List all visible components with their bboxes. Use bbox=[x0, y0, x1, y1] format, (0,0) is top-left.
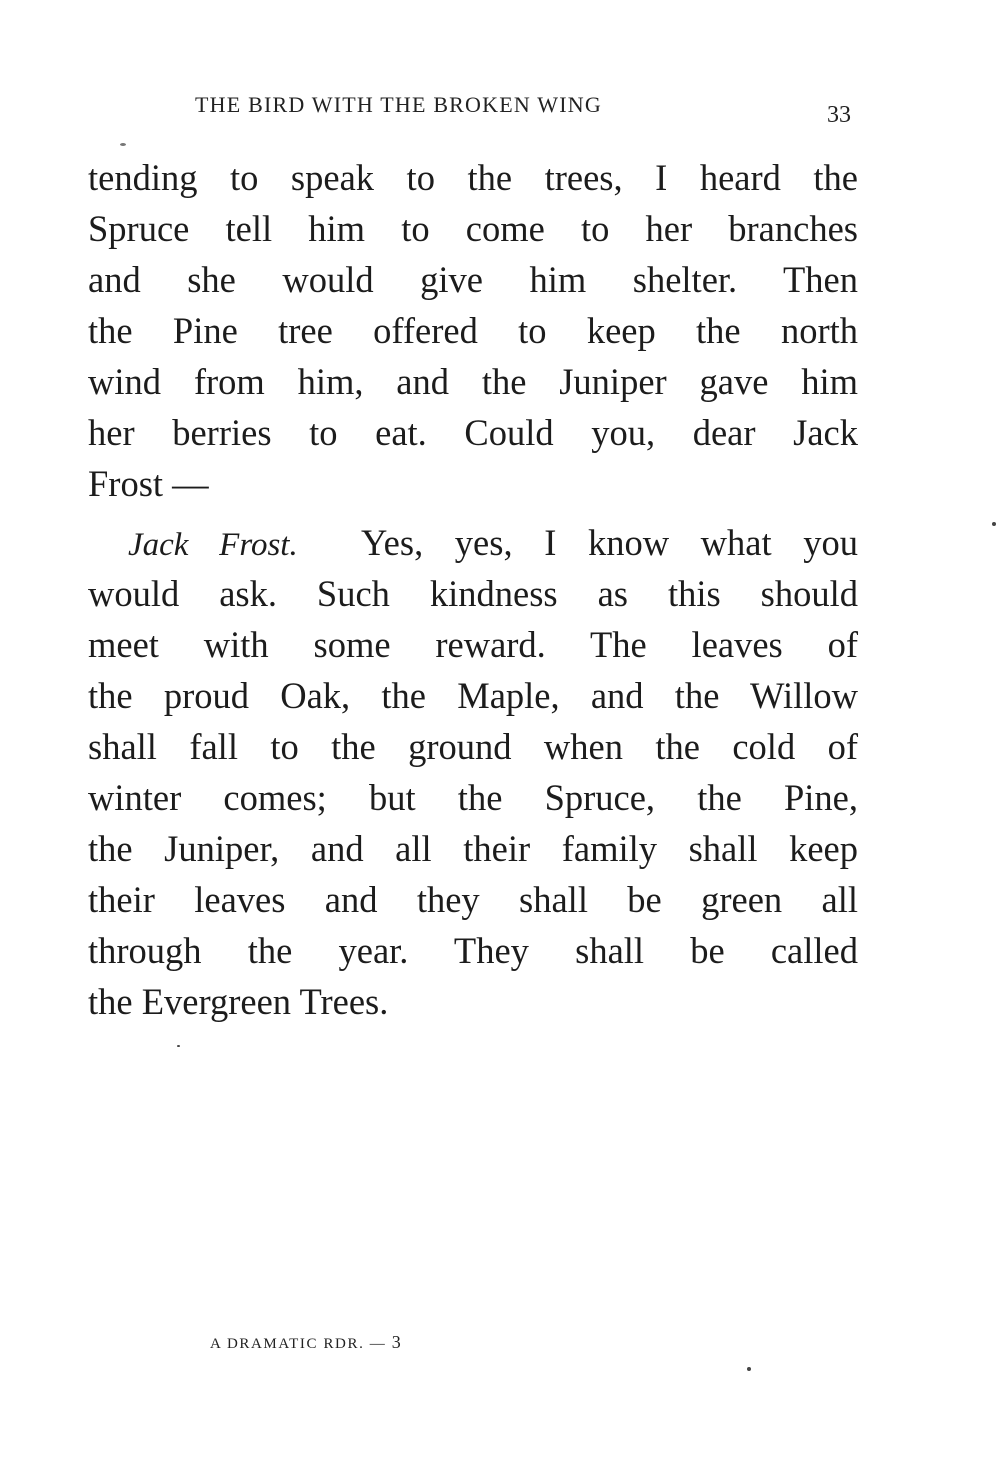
speaker-name: Jack Frost. bbox=[128, 527, 298, 563]
page-number: 33 bbox=[827, 102, 851, 128]
text-line: meet with some reward. The leaves of bbox=[88, 624, 858, 665]
text-line: winter comes; but the Spruce, the Pine, bbox=[88, 777, 858, 818]
text-line: Spruce tell him to come to her branches bbox=[88, 208, 858, 249]
paragraph-gap bbox=[88, 509, 858, 517]
body-text bbox=[88, 152, 858, 1027]
dialogue-text: Yes, yes, I know what you bbox=[360, 522, 858, 563]
text-line: through the year. They shall be called bbox=[88, 930, 858, 971]
signature-text: A DRAMATIC RDR. — bbox=[210, 1336, 387, 1352]
scan-speck bbox=[120, 143, 126, 146]
text-line: tending to speak to the trees, I heard the bbox=[88, 157, 858, 198]
text-line: their leaves and they shall be green all bbox=[88, 879, 858, 920]
paragraph-1 bbox=[88, 152, 858, 509]
text-line: the Juniper, and all their family shall keep bbox=[88, 828, 858, 869]
text-line: shall fall to the ground when the cold of bbox=[88, 726, 858, 767]
scan-speck bbox=[177, 1045, 180, 1047]
text-line: would ask. Such kindness as this should bbox=[88, 573, 858, 614]
text-line: wind from him, and the Juniper gave him bbox=[88, 361, 858, 402]
text-line: Frost — bbox=[88, 463, 209, 504]
text-line: her berries to eat. Could you, dear Jack bbox=[88, 412, 858, 453]
text-line: the Evergreen Trees. bbox=[88, 981, 389, 1022]
text-line: and she would give him shelter. Then bbox=[88, 259, 858, 300]
text-line: the Pine tree offered to keep the north bbox=[88, 310, 858, 351]
scan-speck bbox=[747, 1367, 751, 1371]
scan-speck bbox=[992, 522, 996, 526]
printer-signature-mark bbox=[210, 1332, 401, 1353]
running-head: THE BIRD WITH THE BROKEN WING bbox=[195, 92, 602, 117]
signature-number: 3 bbox=[391, 1332, 401, 1352]
text-line: the proud Oak, the Maple, and the Willow bbox=[88, 675, 858, 716]
paragraph-2 bbox=[88, 517, 858, 1027]
dialogue-first-line bbox=[88, 517, 858, 568]
